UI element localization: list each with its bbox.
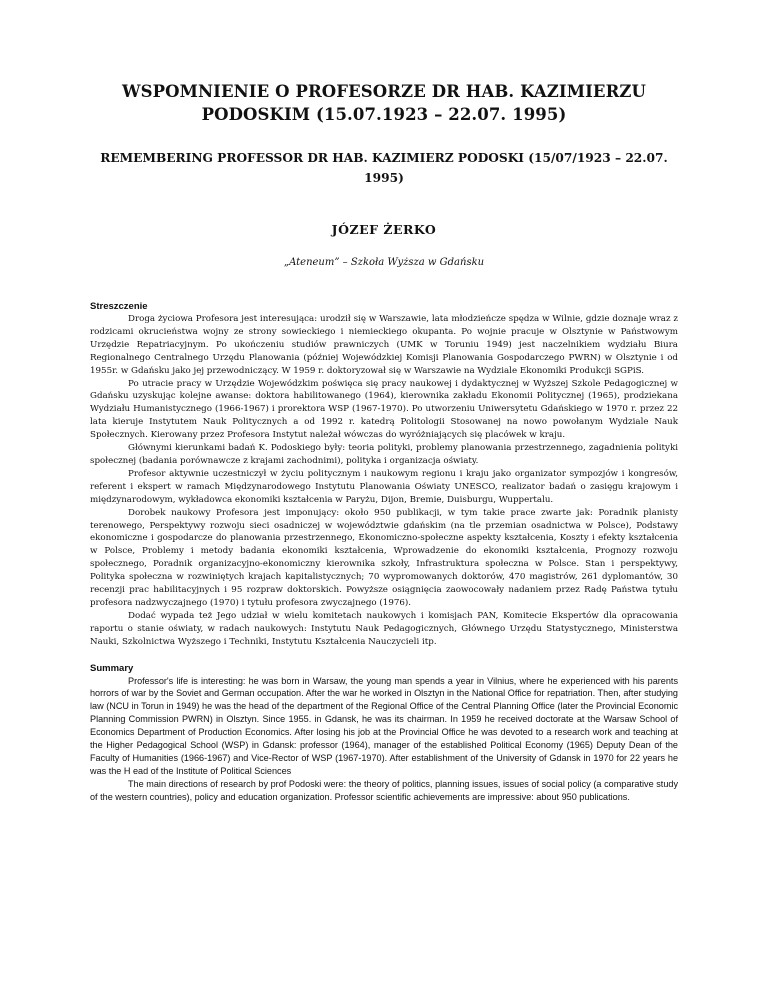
abstract-paragraph: Głównymi kierunkami badań K. Podoskiego były: teoria polityki, problemy planowania przestrzennego, zagadnienia polityki społecznej (badania porównawcze z krajami zachodnimi), polityka i organizacja oświaty.: [90, 443, 678, 466]
abstract-paragraph: Dorobek naukowy Profesora jest imponujący: około 950 publikacji, w tym takie prace zwarte jak: Poradnik planisty terenowego, Perspektywy rozwoju sieci osadniczej w województwie gdańskim (na tle przemian osadnictwa w Polsce), Podstawy ekonomiczne i gospodarcze do planowania przestrzennego, Ekonomiczno-społeczne aspekty kształcenia, Koszty i efekty kształcenia w Polsce, Problemy i metody badania ekonomiki kształcenia, Wprowadzenie do ekonomiki kształcenia, Prognozy rozwoju społecznego, Poradnik organizacyjno-ekonomiczny kierownika szkoły, Infrastruktura społeczna w Polsce. Stan i perspektywy, Polityka społeczna w rozwiniętych krajach kapitalistycznych; 70 wypromowanych doktorów, 470 magistrów, 261 dyplomantów, 30 recenzji prac habilitacyjnych i 95 rozpraw doktorskich. Powyższe osiągnięcia zaowocowały nadaniem przez Radę Państwa tytułu profesora nadzwyczajnego (1970) i tytułu profesora zwyczajnego (1976).: [90, 507, 678, 608]
summary-paragraph: Professor's life is interesting: he was born in Warsaw, the young man spends a year in Vilnius, where he experienced with his parents horrors of war by the Soviet and German occupation. After the war he worked in Olsztyn in the National Office for repatriation. Then, after studying law (NCU in Torun in 1949) he was the head of the department of the Regional Office of the Central Planning Office (later the Provincial Economic Planning Commission PWRN) in Olsztyn. Since 1955. in Gdansk, he was its chairman. In 1959 he received doctorate at the Warsaw School of Economics Department of Production Economics. After losing his job at the Provincial Office he was devoted to a research work and teaching at the Higher Pedagogical School (WSP) in Gdansk: professor (1964), manager of the established Political Economy (1965) Deputy Dean of the Faculty of Humanities (1966-1967) and Vice-Rector of WSP (1967-1970). After establishment of the University of Gdansk in 1970 for 22 years he was the H ead of the Institute of Political Sciences: [90, 675, 678, 776]
paper-subtitle: REMEMBERING PROFESSOR DR HAB. KAZIMIERZ PODOSKI (15/07/1923 – 22.07. 1995): [100, 151, 668, 185]
author-affiliation: „Ateneum” – Szkoła Wyższa w Gdańsku: [283, 257, 485, 268]
abstract-paragraph: Droga życiowa Profesora jest interesująca: urodził się w Warszawie, lata młodzieńcze spędza w Wilnie, gdzie doznaje wraz z rodzicami okrucieństwa wojny ze strony sowieckiego i niemieckiego okupanta. Po wojnie pracuje w Olsztynie w Państwowym Urzędzie Repatriacyjnym. Po ukończeniu studiów prawniczych (UMK w Toruniu 1949) jest naczelnikiem wydziału Biura Regionalnego Centralnego Urzędu Planowania (później Wojewódzkiej Komisji Planowania Gospodarczego PWRN) w Olsztynie i od 1955r. w Gdańsku jako jej przewodniczący. W 1959 r. doktoryzował się w Warszawie na Wydziale Ekonomiki Produkcji SGPiS.: [90, 314, 678, 376]
abstract-heading: Streszczenie: [90, 301, 148, 312]
summary-paragraph: The main directions of research by prof Podoski were: the theory of politics, planning issues, issues of social policy (a comparative study of the western countries), policy and education organization. Professor scientific achievements are impressive: about 950 publications.: [90, 778, 678, 802]
abstract-section: [90, 300, 678, 649]
summary-section: [90, 662, 678, 804]
abstract-paragraph: Profesor aktywnie uczestniczył w życiu politycznym i naukowym regionu i kraju jako organizator sympozjów i kongresów, referent i ekspert w ramach Międzynarodowego Instytutu Planowania Oświaty UNESCO, realizator badań o zasięgu krajowym i międzynarodowym, wykładowca ekonomiki kształcenia w Paryżu, Dijon, Bremie, Duisburgu, Wuppertalu.: [90, 468, 678, 505]
abstract-paragraph: Dodać wypada też Jego udział w wielu komitetach naukowych i komisjach PAN, Komitecie Ekspertów dla opracowania raportu o stanie oświaty, w radach naukowych: Instytutu Nauk Pedagogicznych, Głównego Urzędu Statystycznego, Ministerstwa Nauki, Szkolnictwa Wyższego i Techniki, Instytutu Kształcenia Nauczycieli itp.: [90, 610, 678, 647]
author-name: JÓZEF ŻERKO: [331, 222, 437, 237]
paper-title: WSPOMNIENIE O PROFESORZE DR HAB. KAZIMIERZU PODOSKIM (15.07.1923 – 22.07. 1995): [121, 82, 647, 124]
summary-heading: Summary: [90, 662, 134, 674]
abstract-paragraph: Po utracie pracy w Urzędzie Wojewódzkim poświęca się pracy naukowej i dydaktycznej w Wyższej Szkole Pedagogicznej w Gdańsku uzyskując kolejne awanse: doktora habilitowanego (1964), kierownika zakładu Ekonomii Politycznej (1965), prodziekana Wydziału Humanistycznego (1966-1967) i prorektora WSP (1967-1970). Po utworzeniu Uniwersytetu Gdańskiego w 1970 r. przez 22 lata kieruje Instytutem Nauk Politycznych a od 1992 r. katedrą Politologii Stosowanej na nowo powołanym Wydziale Nauk Społecznych. Kierowany przez Profesora Instytut należał wówczas do wyróżniających się placówek w kraju.: [90, 378, 678, 441]
